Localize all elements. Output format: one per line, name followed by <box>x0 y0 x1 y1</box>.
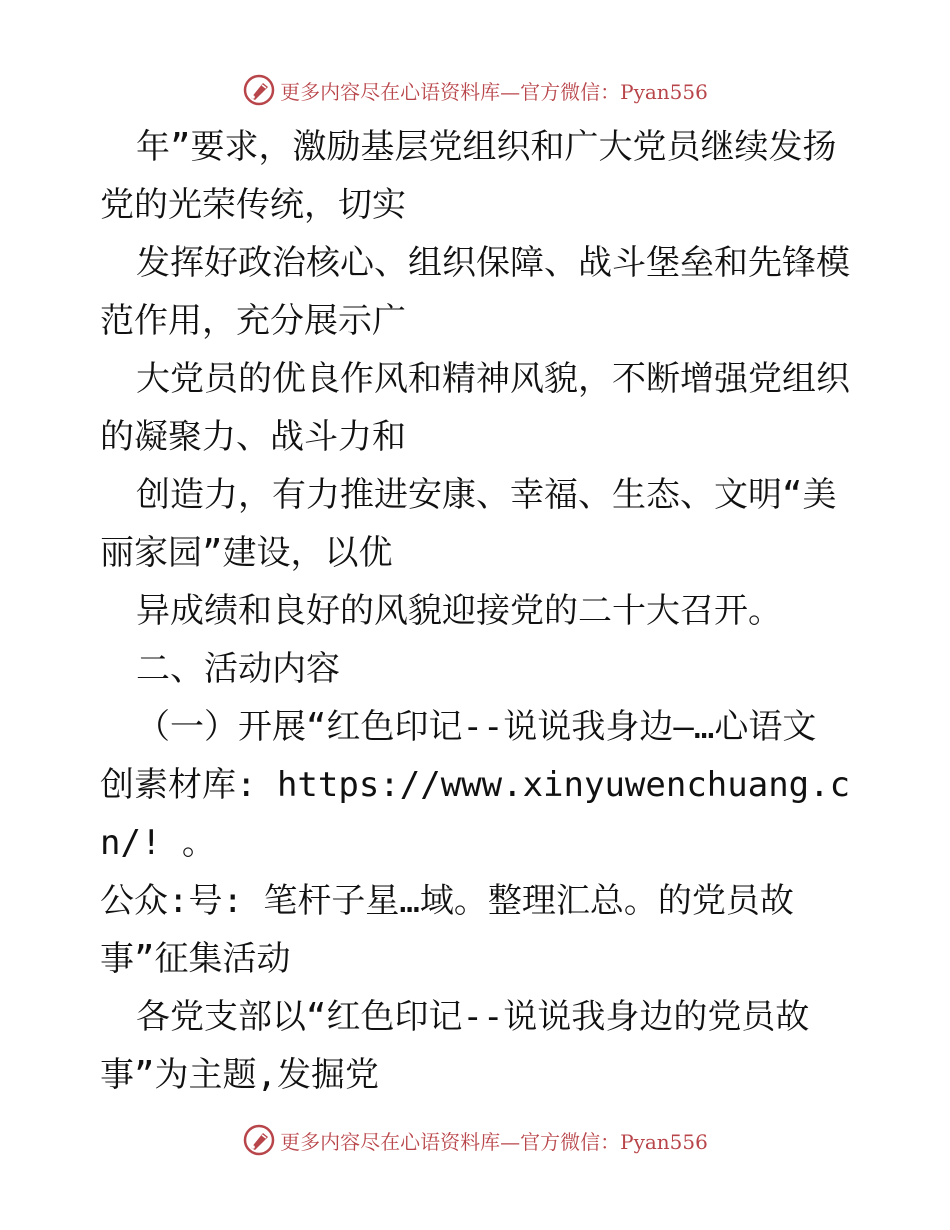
body-line: 年”要求，激励基层党组织和广大党员继续发扬 <box>136 127 837 167</box>
body-line: 创造力，有力推进安康、幸福、生态、文明“美 <box>136 475 837 515</box>
pen-nib-logo-icon <box>242 1123 276 1157</box>
body-line: 创素材库: https://www.xinyuwenchuang.cn/! 。 <box>100 765 851 863</box>
body-line: 丽家园”建设，以优 <box>100 533 393 573</box>
section-heading: 二、活动内容 <box>136 649 340 689</box>
body-line: 事”征集活动 <box>100 939 291 979</box>
body-line: 大党员的优良作风和精神风貌，不断增强党组织 <box>136 359 850 399</box>
body-line: 党的光荣传统，切实 <box>100 185 406 225</box>
body-line: 事”为主题,发掘党 <box>100 1055 379 1095</box>
subsection-heading: （一）开展“红色印记--说说我身边—…心语文 <box>136 707 817 747</box>
body-line: 各党支部以“红色印记--说说我身边的党员故 <box>136 997 810 1037</box>
pen-nib-logo-icon <box>242 73 276 107</box>
document-body <box>100 118 860 1104</box>
watermark-text: 更多内容尽在心语资料库—官方微信：Pyan556 <box>280 79 708 104</box>
body-line: 发挥好政治核心、组织保障、战斗堡垒和先锋模 <box>136 243 850 283</box>
watermark-text: 更多内容尽在心语资料库—官方微信：Pyan556 <box>280 1129 708 1154</box>
body-line: 公众:号: 笔杆子星…域。整理汇总。的党员故 <box>100 881 794 921</box>
watermark-footer <box>0 1120 950 1160</box>
body-line: 异成绩和良好的风貌迎接党的二十大召开。 <box>136 591 782 631</box>
watermark-header <box>0 70 950 110</box>
body-line: 的凝聚力、战斗力和 <box>100 417 406 457</box>
body-line: 范作用，充分展示广 <box>100 301 406 341</box>
